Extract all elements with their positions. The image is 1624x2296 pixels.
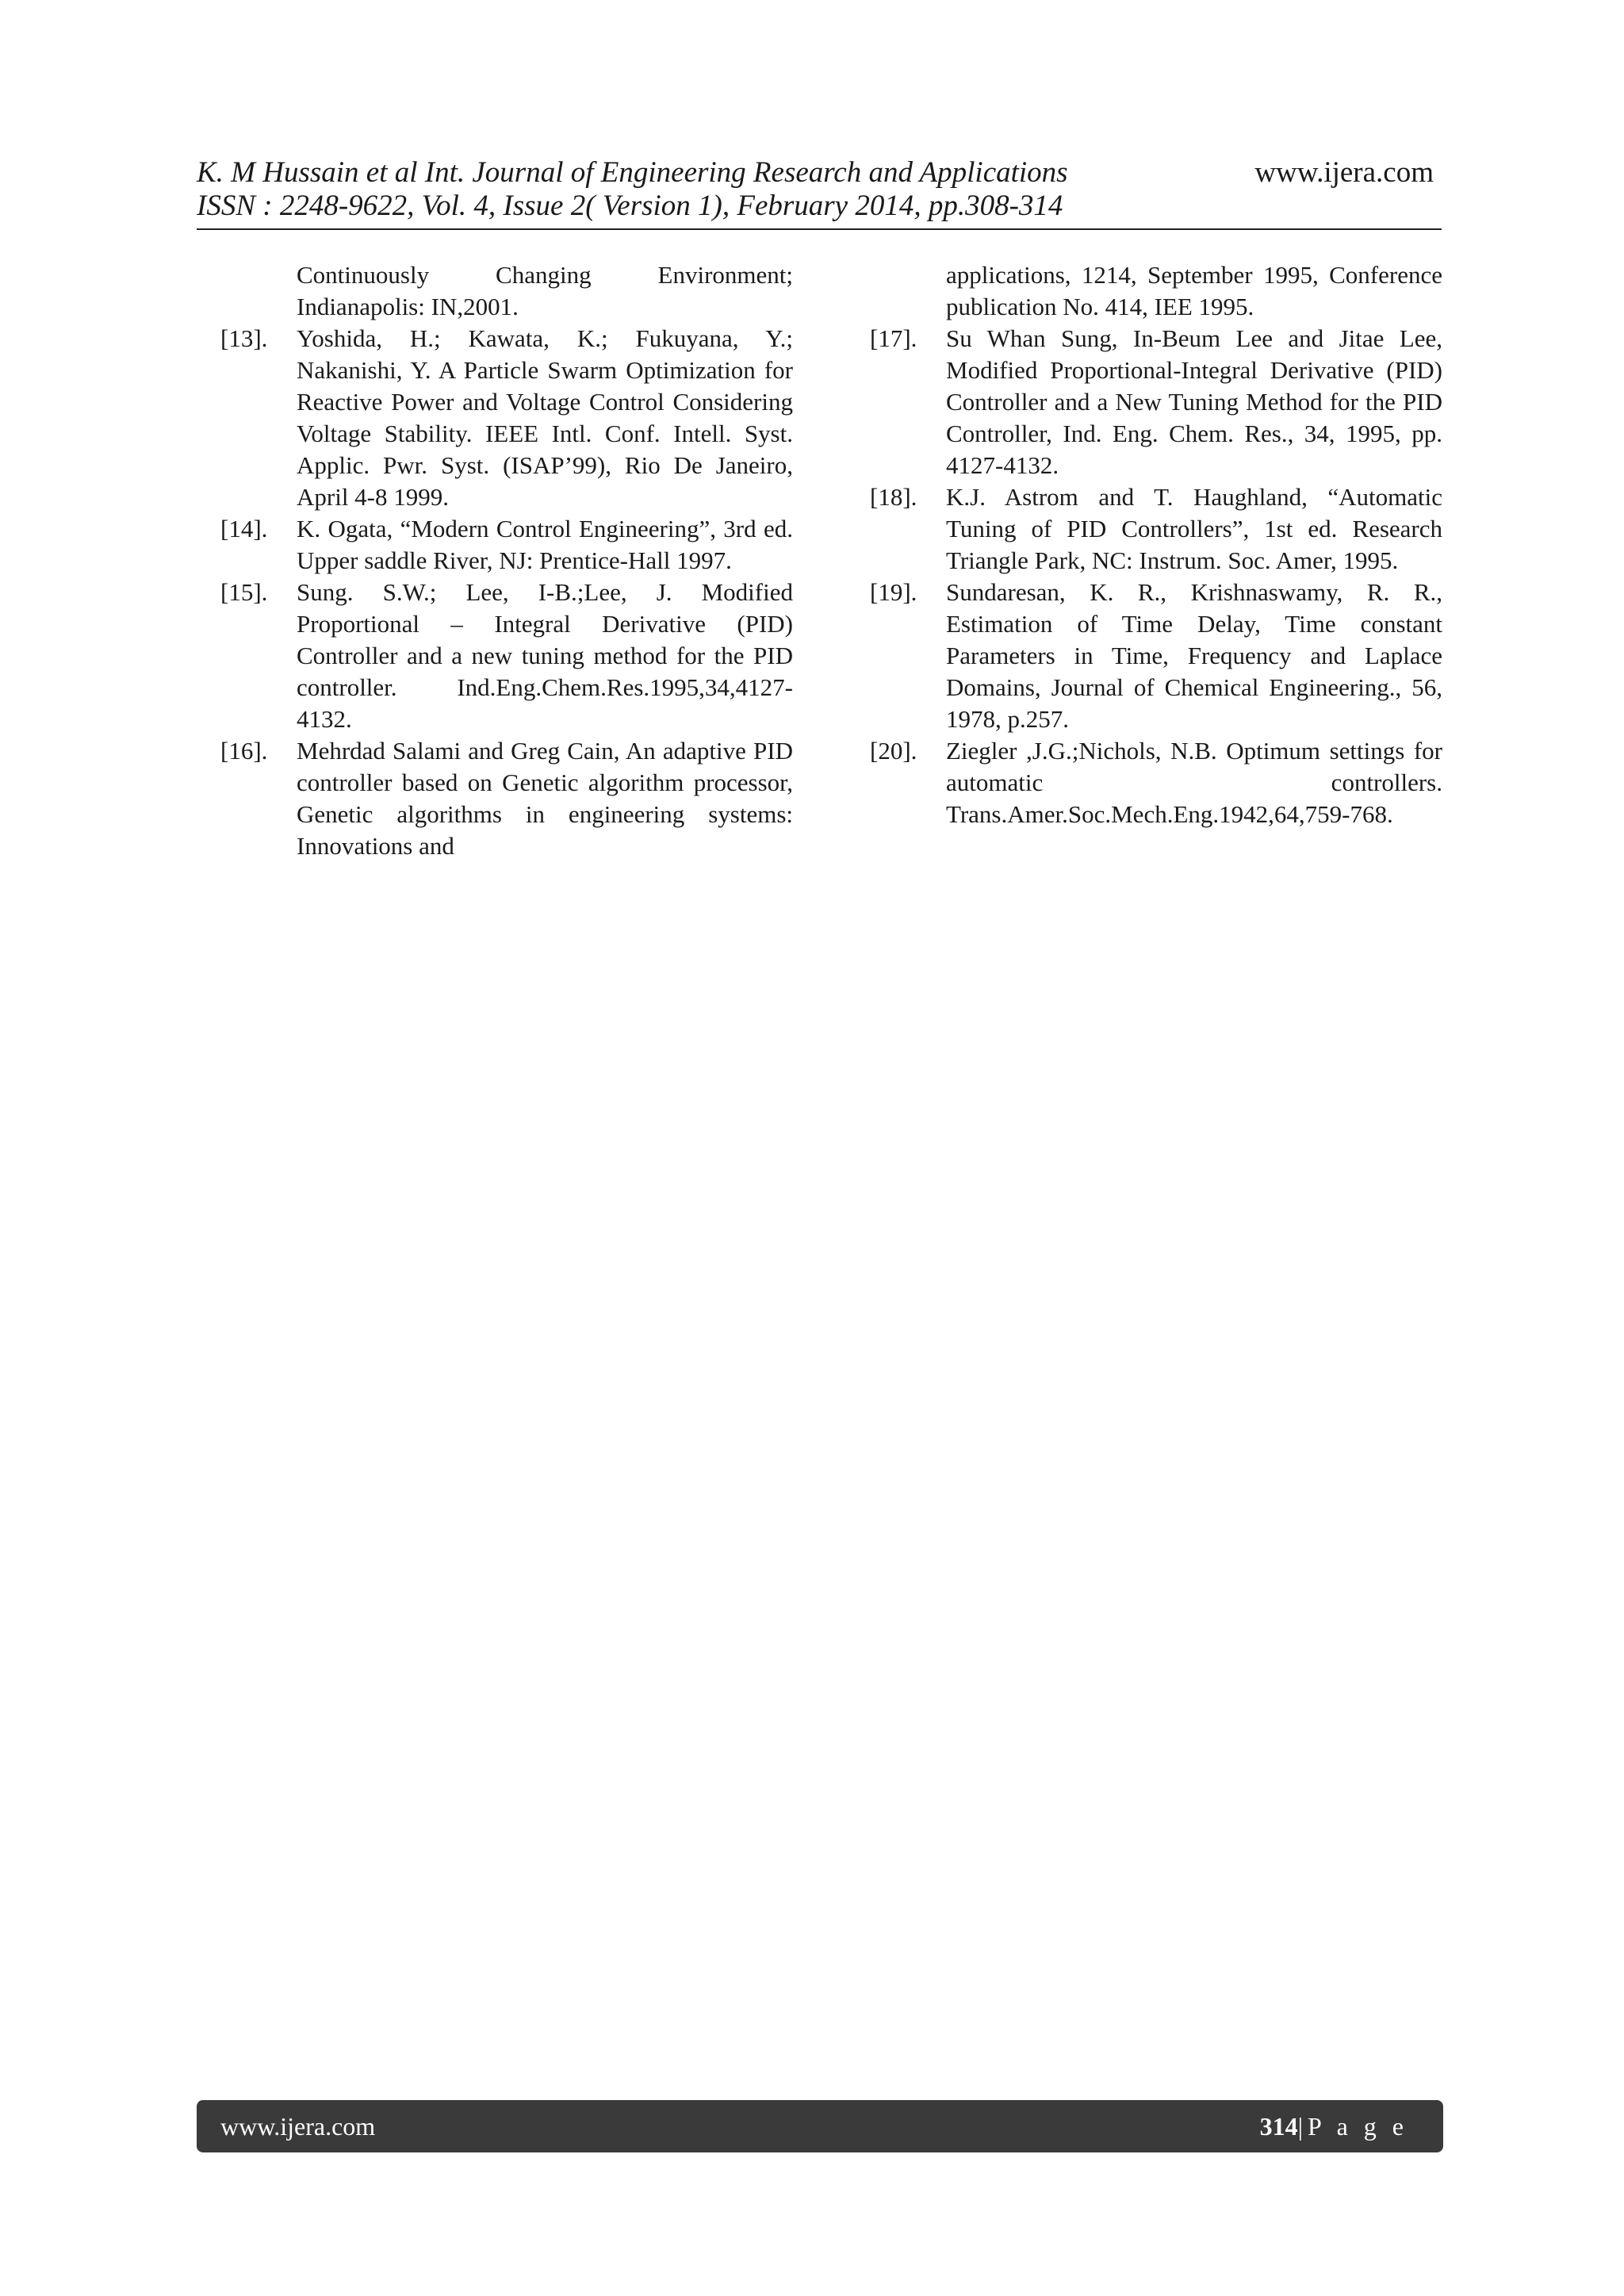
reference-item [220,577,793,735]
reference-item [220,323,793,513]
reference-text: Sung. S.W.; Lee, I-B.;Lee, J. Modified Proportional – Integral Derivative (PID) Controller and a new tuning method for the PID controller. Ind.Eng.Chem.Res.1995,34,4127-4132. [297,578,793,733]
reference-number: [16]. [220,737,268,765]
issn-line: ISSN : 2248-9622, Vol. 4, Issue 2( Version 1), February 2014, pp.308-314 [197,190,1063,222]
page-number: 314 [1259,2112,1298,2141]
footer-url-link[interactable]: www.ijera.com [220,2112,376,2141]
reference-item [220,259,793,323]
reference-number: [14]. [220,515,268,542]
reference-text: Su Whan Sung, In-Beum Lee and Jitae Lee, Modified Proportional-Integral Derivative (PID) Controller and a New Tuning Method for the PID Controller, Ind. Eng. Chem. Res., 34, 1995, pp. 4127-4132. [946,324,1442,479]
reference-number: [19]. [870,578,917,606]
reference-text: Continuously Changing Environment; Indianapolis: IN,2001. [297,261,793,320]
reference-number: [13]. [220,324,268,352]
reference-text: Mehrdad Salami and Greg Cain, An adaptive PID controller based on Genetic algorithm processor, Genetic algorithms in engineering systems: Innovations and [297,737,793,860]
reference-text: K.J. Astrom and T. Haughland, “Automatic Tuning of PID Controllers”, 1st ed. Research Triangle Park, NC: Instrum. Soc. Amer, 1995. [946,483,1442,574]
reference-item [220,735,793,862]
reference-number: [18]. [870,483,917,511]
reference-item [220,513,793,577]
reference-item [870,481,1442,577]
reference-text: applications, 1214, September 1995, Conference publication No. 414, IEE 1995. [946,261,1442,320]
reference-text: Yoshida, H.; Kawata, K.; Fukuyana, Y.; Nakanishi, Y. A Particle Swarm Optimization for Reactive Power and Voltage Control Considering Voltage Stability. IEEE Intl. Conf. Intell. Syst. Applic. Pwr. Syst. (ISAP’99), Rio De Janeiro, April 4-8 1999. [297,324,793,511]
reference-text: K. Ogata, “Modern Control Engineering”, 3rd ed. Upper saddle River, NJ: Prentice-Hall 1997. [297,515,793,574]
reference-number: [17]. [870,324,917,352]
journal-citation-line: K. M Hussain et al Int. Journal of Engineering Research and Applications [197,156,1068,189]
reference-item [870,577,1442,735]
page-footer [197,2100,1443,2152]
reference-number: [15]. [220,578,268,606]
page-header [197,152,1442,232]
reference-number: [20]. [870,737,917,765]
reference-item [870,735,1442,830]
reference-item [870,259,1442,323]
header-url-link[interactable]: www.ijera.com [1254,156,1434,189]
reference-item [870,323,1442,481]
page-word: |P a g e [1297,2112,1408,2141]
references-left-column [220,259,793,862]
header-divider [197,228,1442,230]
reference-text: Sundaresan, K. R., Krishnaswamy, R. R., Estimation of Time Delay, Time constant Parameters in Time, Frequency and Laplace Domains, Journal of Chemical Engineering., 56, 1978, p.257. [946,578,1442,733]
references-right-column [870,259,1442,830]
page-number-label [1260,2110,1408,2143]
reference-text: Ziegler ,J.G.;Nichols, N.B. Optimum settings for automatic controllers. Trans.Amer.Soc.Mech.Eng.1942,64,759-768. [946,737,1442,828]
